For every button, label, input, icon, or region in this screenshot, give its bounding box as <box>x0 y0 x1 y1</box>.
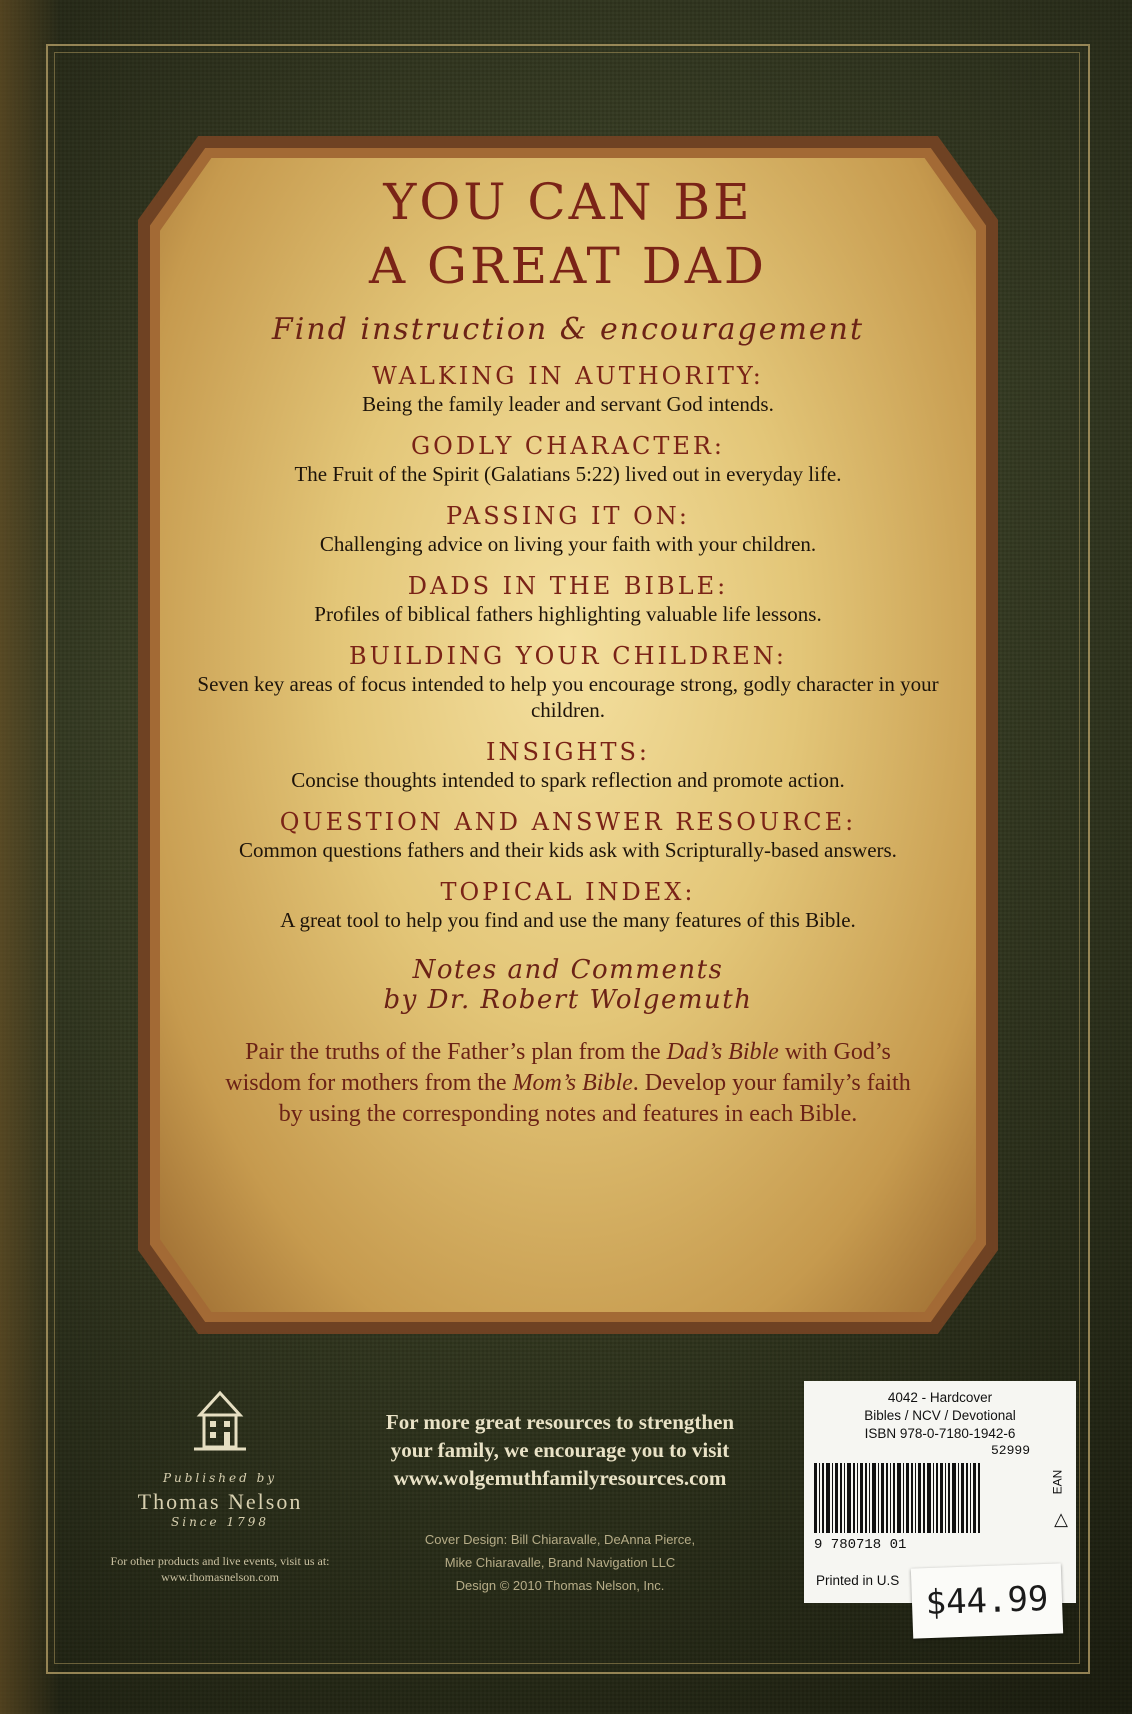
publisher-visit <box>90 1553 350 1585</box>
ean-label: EAN <box>1050 1469 1065 1495</box>
section-text: Concise thoughts intended to spark reflection and promote action. <box>291 768 845 792</box>
credits-line-1: Cover Design: Bill Chiaravalle, DeAnna Pierce, <box>424 1532 696 1547</box>
triangle-icon: △ <box>1054 1509 1068 1530</box>
feature-section <box>160 431 976 487</box>
barcode <box>814 1463 1028 1533</box>
section-text: A great tool to help you find and use the many features of this Bible. <box>280 908 856 932</box>
author-credit-line-1: Notes and Comments <box>412 955 724 985</box>
publisher-name: Thomas Nelson <box>137 1489 303 1514</box>
feature-section <box>160 641 976 723</box>
price-code: 52999 <box>990 1443 1030 1458</box>
feature-section <box>160 571 976 627</box>
section-text: Profiles of biblical fathers highlighting valuable life lessons. <box>314 602 822 626</box>
sticker-category: Bibles / NCV / Devotional <box>864 1408 1016 1423</box>
feature-section <box>160 737 976 793</box>
credits-line-3: Design © 2010 Thomas Nelson, Inc. <box>455 1578 665 1593</box>
feature-section <box>160 877 976 933</box>
section-text: The Fruit of the Spirit (Galatians 5:22) lived out in everyday life. <box>294 462 842 486</box>
dads-bible-title: Dad’s Bible <box>666 1039 779 1065</box>
section-heading: PASSING IT ON: <box>445 502 691 530</box>
price-tag <box>911 1563 1063 1638</box>
publisher-website: www.thomasnelson.com <box>161 1570 279 1584</box>
tagline: Find instruction & encouragement <box>271 312 865 347</box>
section-text: Seven key areas of focus intended to help you encourage strong, godly character in your children. <box>197 672 939 722</box>
author-credit-line-2: by Dr. Robert Wolgemuth <box>383 985 753 1015</box>
section-text: Challenging advice on living your faith with your children. <box>319 532 817 556</box>
printed-in: Printed in U.S <box>816 1573 900 1588</box>
resources-line-1: For more great resources to strengthen <box>385 1410 735 1434</box>
feature-section <box>160 501 976 557</box>
pair-text-2: with God’s wisdom for mothers from the <box>225 1039 891 1096</box>
title-line-2: A GREAT DAD <box>369 237 767 295</box>
published-by: Published by <box>162 1471 278 1485</box>
pair-text-3: . Develop your family’s faith by using the corresponding notes and features in each Bible. <box>278 1070 911 1127</box>
moms-bible-title: Mom’s Bible <box>512 1070 633 1096</box>
section-text: Being the family leader and servant God intends. <box>362 392 774 416</box>
design-credits <box>390 1528 730 1597</box>
pair-text-1: Pair the truths of the Father’s plan from the <box>245 1039 667 1065</box>
house-logo-icon <box>190 1385 250 1455</box>
parchment-content <box>160 170 976 1130</box>
resources-line-2: your family, we encourage you to visit <box>390 1438 730 1462</box>
price-value: $44.99 <box>924 1578 1050 1624</box>
sticker-isbn: ISBN 978-0-7180-1942-6 <box>864 1426 1016 1441</box>
resources-website: www.wolgemuthfamilyresources.com <box>393 1466 727 1490</box>
resources-note <box>340 1408 780 1492</box>
section-heading: TOPICAL INDEX: <box>440 878 696 906</box>
section-heading: QUESTION AND ANSWER RESOURCE: <box>279 808 857 836</box>
credits-line-2: Mike Chiaravalle, Brand Navigation LLC <box>444 1555 676 1570</box>
section-heading: BUILDING YOUR CHILDREN: <box>348 642 788 670</box>
section-heading: DADS IN THE BIBLE: <box>407 572 729 600</box>
section-heading: INSIGHTS: <box>485 738 651 766</box>
author-credit <box>160 955 976 1015</box>
publisher-block <box>90 1385 350 1585</box>
publisher-visit-line-1: For other products and live events, visit us at: <box>110 1554 330 1568</box>
isbn-digits: 9 780718 01 <box>814 1537 907 1553</box>
main-title <box>160 170 976 298</box>
section-heading: GODLY CHARACTER: <box>410 432 726 460</box>
title-line-1: YOU CAN BE <box>383 173 753 231</box>
section-text: Common questions fathers and their kids ask with Scripturally-based answers. <box>239 838 897 862</box>
pair-paragraph <box>160 1037 976 1130</box>
publisher-since: Since 1798 <box>171 1515 269 1529</box>
feature-section <box>160 361 976 417</box>
feature-section <box>160 807 976 863</box>
sticker-format: 4042 - Hardcover <box>887 1390 993 1405</box>
section-heading: WALKING IN AUTHORITY: <box>372 362 764 390</box>
